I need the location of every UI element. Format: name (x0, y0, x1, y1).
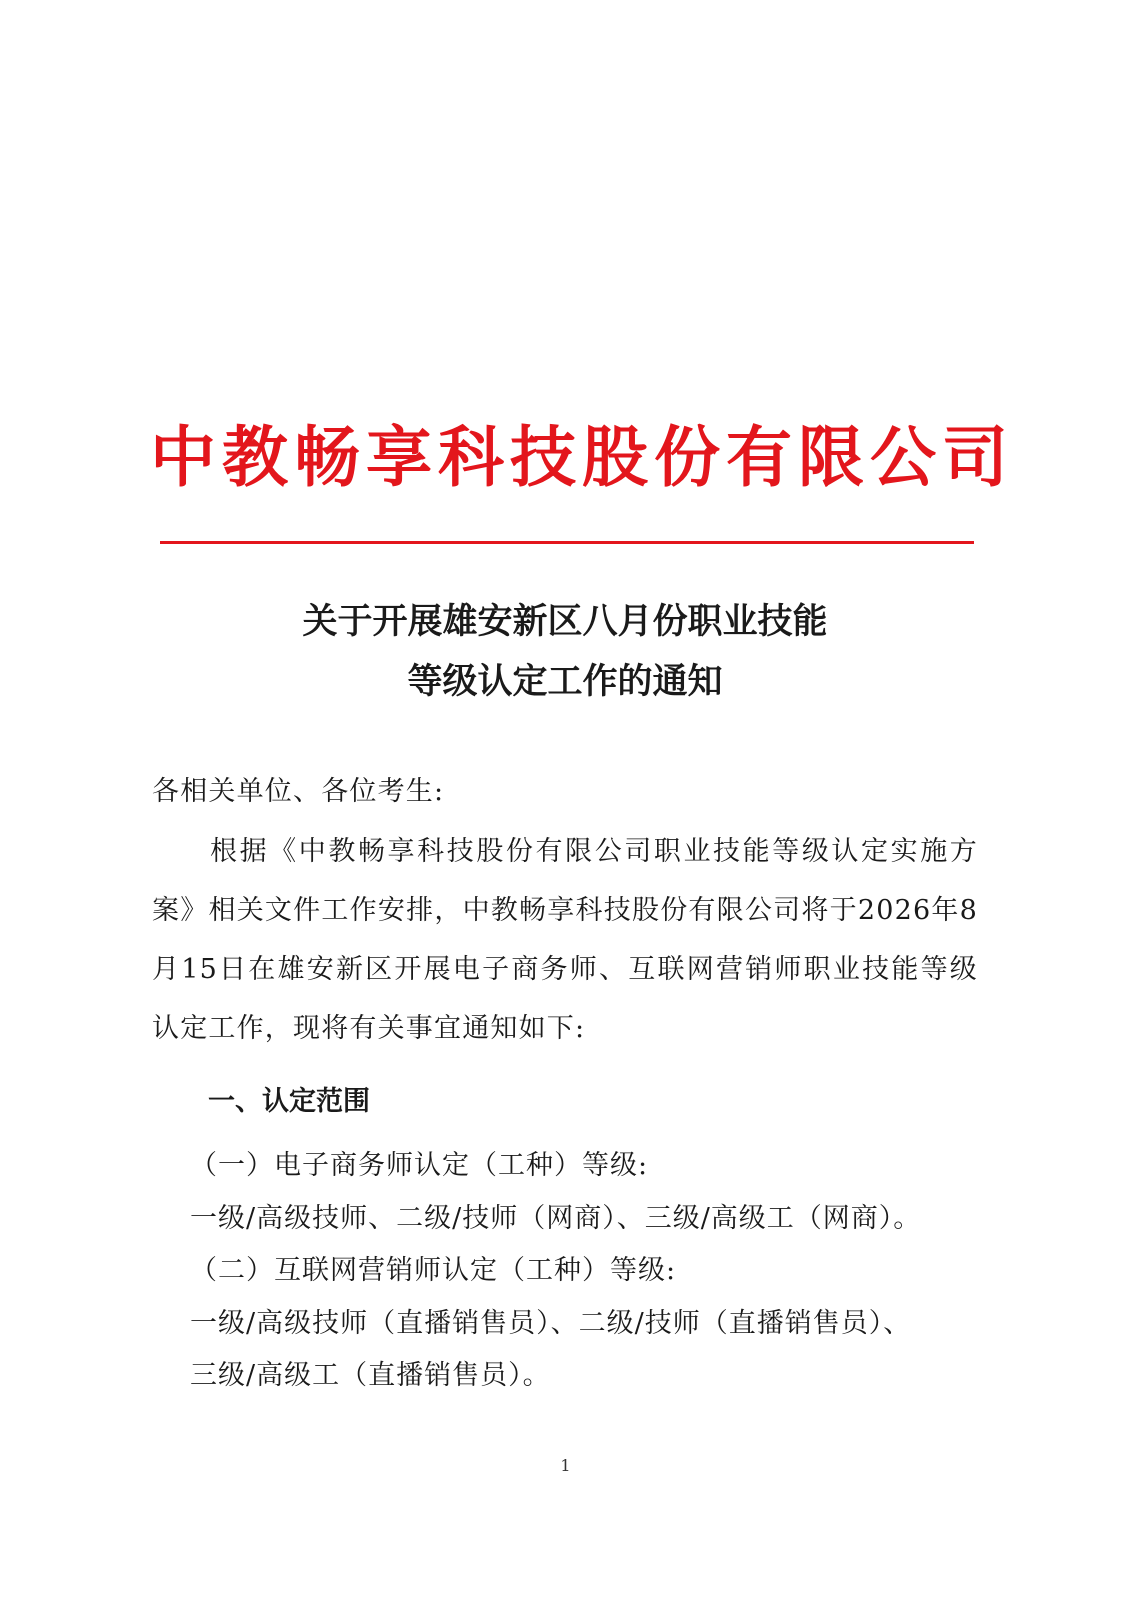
red-divider-line (160, 541, 974, 544)
section-heading-scope: 一、认定范围 (208, 1086, 370, 1117)
scope-levels-internet-marketing-2: 三级/高级工（直播销售员）。 (190, 1360, 551, 1391)
page-number: 1 (560, 1456, 571, 1475)
document-title (150, 592, 980, 712)
organization-name: 中教畅享科技股份有限公司 (150, 419, 1014, 496)
scope-levels-internet-marketing-1: 一级/高级技师（直播销售员）、二级/技师（直播销售员）、 (190, 1307, 912, 1339)
document-title-line-1: 关于开展雄安新区八月份职业技能 (302, 602, 828, 642)
scope-levels-ecommerce: 一级/高级技师、二级/技师（网商）、三级/高级工（网商）。 (190, 1202, 922, 1234)
scope-list (190, 1140, 980, 1403)
document-title-line-2: 等级认定工作的通知 (407, 662, 723, 702)
salutation: 各相关单位、各位考生: (152, 776, 445, 807)
scope-subheading-internet-marketing: （二）互联网营销师认定（工种）等级: (190, 1255, 677, 1286)
intro-paragraph: 根据《中教畅享科技股份有限公司职业技能等级认定实施方案》相关文件工作安排，中教畅享科技股份有限公司将于2026年8月15日在雄安新区开展电子商务师、互联网营销师职业技能等级认定工作，现将有关事宜通知如下: (152, 836, 978, 1044)
scope-subheading-ecommerce: （一）电子商务师认定（工种）等级: (190, 1150, 649, 1181)
